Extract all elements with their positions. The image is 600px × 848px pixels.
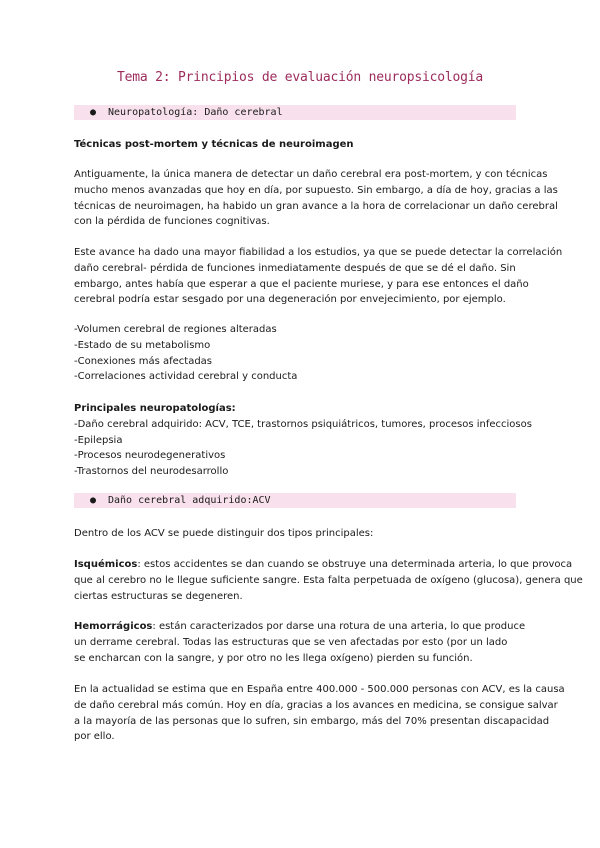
paragraph-line: un derrame cerebral. Todas las estructuras que se ven afectadas por esto (por un lado [74,636,508,648]
subheading-tecnicas [74,137,534,153]
paragraph-line: Este avance ha dado una mayor fiabilidad a los estudios, ya que se puede detectar la correlación [74,247,563,258]
paragraph-line: ciertas estructuras se degeneren. [74,590,243,602]
list-item: -Estado de su metabolismo [74,339,211,351]
list-item: -Trastornos del neurodesarrollo [74,466,229,478]
section-header-neuropatologia [74,105,516,120]
section-header-acv [74,493,516,508]
paragraph-actualidad [74,682,565,745]
section-label: Neuropatología: Daño cerebral [108,107,283,118]
list-item: -Correlaciones actividad cerebral y conducta [74,371,298,383]
paragraph-line: con la pérdida de funciones cognitivas. [74,216,270,228]
term-isquemicos: Isquémicos [74,559,138,570]
paragraph-fiabilidad [74,245,563,308]
list-neuropatologias [74,401,534,480]
list-item: -Volumen cerebral de regiones alteradas [74,324,277,335]
page-title: Tema 2: Principios de evaluación neuropsicología [116,70,484,85]
list-item: -Daño cerebral adquirido: ACV, TCE, trastornos psiquiátricos, tumores, procesos infecciosos [74,418,532,430]
paragraph-antiguamente [74,167,558,230]
list-item: -Conexiones más afectadas [74,355,213,367]
list-neuroimagen [74,322,534,385]
paragraph-line: Dentro de los ACV se puede distinguir dos tipos principales: [74,528,374,539]
paragraph-line: daño cerebral- pérdida de funciones inmediatamente después de que se dé el daño. Sin [74,262,516,274]
paragraph-line: Antiguamente, la única manera de detectar un daño cerebral era post-mortem, y con técnicas [74,169,548,180]
list-heading: Principales neuropatologías: [74,403,236,414]
paragraph-line: embargo, antes había que esperar a que el paciente muriese, y para ese entonces el daño [74,278,529,290]
paragraph-line: : están caracterizados por darse una rotura de una arteria, lo que produce [152,621,526,632]
bullet-icon: ● [90,107,97,118]
paragraph-tipos [74,526,534,542]
paragraph-line: : estos accidentes se dan cuando se obstruye una determinada arteria, lo que provoca [137,559,573,570]
paragraph-line: En la actualidad se estima que en España entre 400.000 - 500.000 personas con ACV, es la causa [74,684,565,695]
paragraph-line: cerebral podría estar sesgado por una degeneración por envejecimiento, por ejemplo. [74,294,506,306]
section-label: Daño cerebral adquirido:ACV [108,495,271,506]
paragraph-line: a la mayoría de las personas que lo sufren, sin embargo, más del 70% presentan discapacidad [74,715,550,727]
paragraph-line: por ello. [74,731,115,743]
paragraph-hemorragicos [74,619,534,666]
paragraph-line: se encharcan con la sangre, y por otro no les llega oxígeno) pierden su función. [74,652,473,664]
paragraph-line: mucho menos avanzadas que hoy en día, por supuesto. Sin embargo, a día de hoy, gracias a las [74,184,558,196]
paragraph-line: que al cerebro no le llegue suficiente sangre. Esta falta perpetuada de oxígeno (glucosa), genera que [74,574,583,586]
subheading-text: Técnicas post-mortem y técnicas de neuroimagen [74,139,354,150]
paragraph-line: de daño cerebral más común. Hoy en día, gracias a los avances en medicina, se consigue salvar [74,699,558,711]
list-item: -Procesos neurodegenerativos [74,450,226,462]
paragraph-isquemicos [74,557,583,604]
list-item: -Epilepsia [74,434,123,446]
term-hemorragicos: Hemorrágicos [74,621,153,632]
paragraph-line: técnicas de neuroimagen, ha habido un gran avance a la hora de correlacionar un daño cerebral [74,200,558,212]
bullet-icon: ● [90,495,97,506]
